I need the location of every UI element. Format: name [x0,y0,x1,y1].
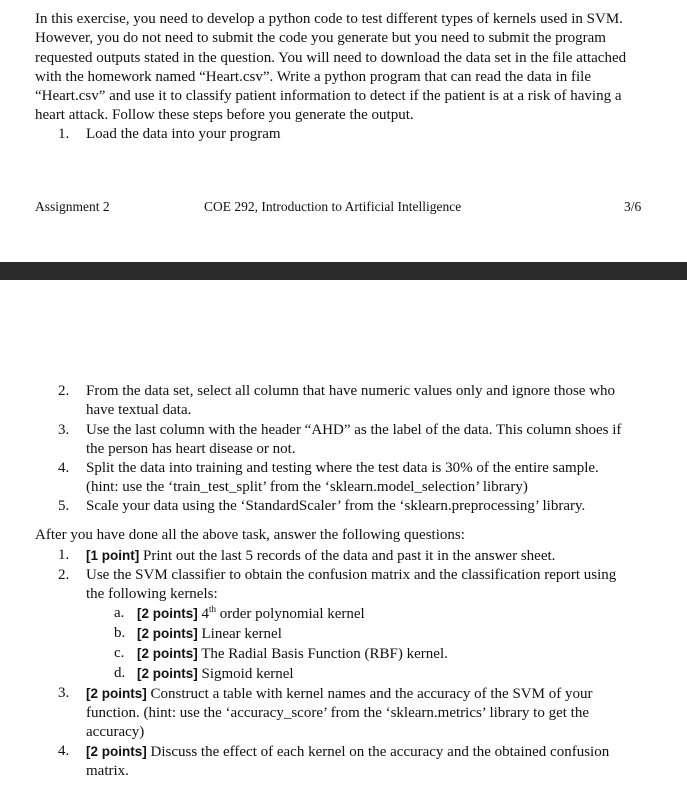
page-top [0,0,687,262]
question-text: the following kernels: [86,586,218,602]
step-number: 2. [58,383,70,399]
step-text: Use the last column with the header “AHD” as the label of the data. This column shoes if [86,422,622,438]
after-heading: After you have done all the above task, answer the following questions: [35,527,465,543]
points-label: [2 points] [86,686,147,701]
step-number: 5. [58,498,70,514]
question-number: 4. [58,743,70,759]
step-text: (hint: use the ‘train_test_split’ from the ‘sklearn.model_selection’ library) [86,479,528,495]
sub-item-text: The Radial Basis Function (RBF) kernel. [197,646,448,662]
question-text: function. (hint: use the ‘accuracy_score’ from the ‘sklearn.metrics’ library to get the [86,705,589,721]
step-text: From the data set, select all column that have numeric values only and ignore those who [86,383,616,399]
footer-page-number: 3/6 [624,199,642,214]
step-text: Split the data into training and testing where the test data is 30% of the entire sample. [86,460,599,476]
step-number: 4. [58,460,70,476]
sub-item-text: order polynomial kernel [216,606,365,622]
footer-left: Assignment 2 [35,199,110,214]
page-break-divider [0,262,687,280]
sub-item-text: Linear kernel [197,626,282,642]
footer-center: COE 292, Introduction to Artificial Intelligence [204,199,462,214]
step-text: Load the data into your program [86,126,281,142]
sub-item-letter: d. [114,665,126,681]
superscript: th [209,604,217,614]
sub-item-letter: a. [114,605,125,621]
sub-item-letter: b. [114,625,126,641]
sub-item-text: 4 [197,606,209,622]
step-number: 3. [58,422,70,438]
question-text: accuracy) [86,724,145,740]
points-label: [2 points] [137,666,198,681]
question-number: 1. [58,547,70,563]
question-text: Print out the last 5 records of the data and past it in the answer sheet. [139,548,556,564]
question-text: Use the SVM classifier to obtain the confusion matrix and the classification report using [86,567,617,583]
points-label: [2 points] [137,626,198,641]
intro-paragraph: In this exercise, you need to develop a python code to test different types of kernels used in SVM. However, you do not need to submit the code you generate but you need to submit the program requested outputs stated in the question. You will need to download the data set in the file attached with the homework named “Heart.csv”. Write a python program that can read the data in file “Heart.csv” and use it to classify patient information to detect if the patient is at a risk of having a heart attack. Follow these steps before you generate the output. [35,11,627,124]
question-number: 2. [58,567,70,583]
points-label: [2 points] [86,744,147,759]
step-text: Scale your data using the ‘StandardScaler’ from the ‘sklearn.preprocessing’ library. [86,498,586,514]
points-label: [1 point] [86,548,140,563]
question-text: Construct a table with kernel names and the accuracy of the SVM of your [146,686,593,702]
step-text: the person has heart disease or not. [86,441,296,457]
question-text: matrix. [86,763,129,779]
sub-item-letter: c. [114,645,125,661]
step-number: 1. [58,126,70,142]
page-bottom [0,280,687,793]
sub-item-text: Sigmoid kernel [197,666,294,682]
points-label: [2 points] [137,646,198,661]
question-text: Discuss the effect of each kernel on the accuracy and the obtained confusion [146,744,610,760]
question-number: 3. [58,685,70,701]
step-text: have textual data. [86,402,192,418]
points-label: [2 points] [137,606,198,621]
